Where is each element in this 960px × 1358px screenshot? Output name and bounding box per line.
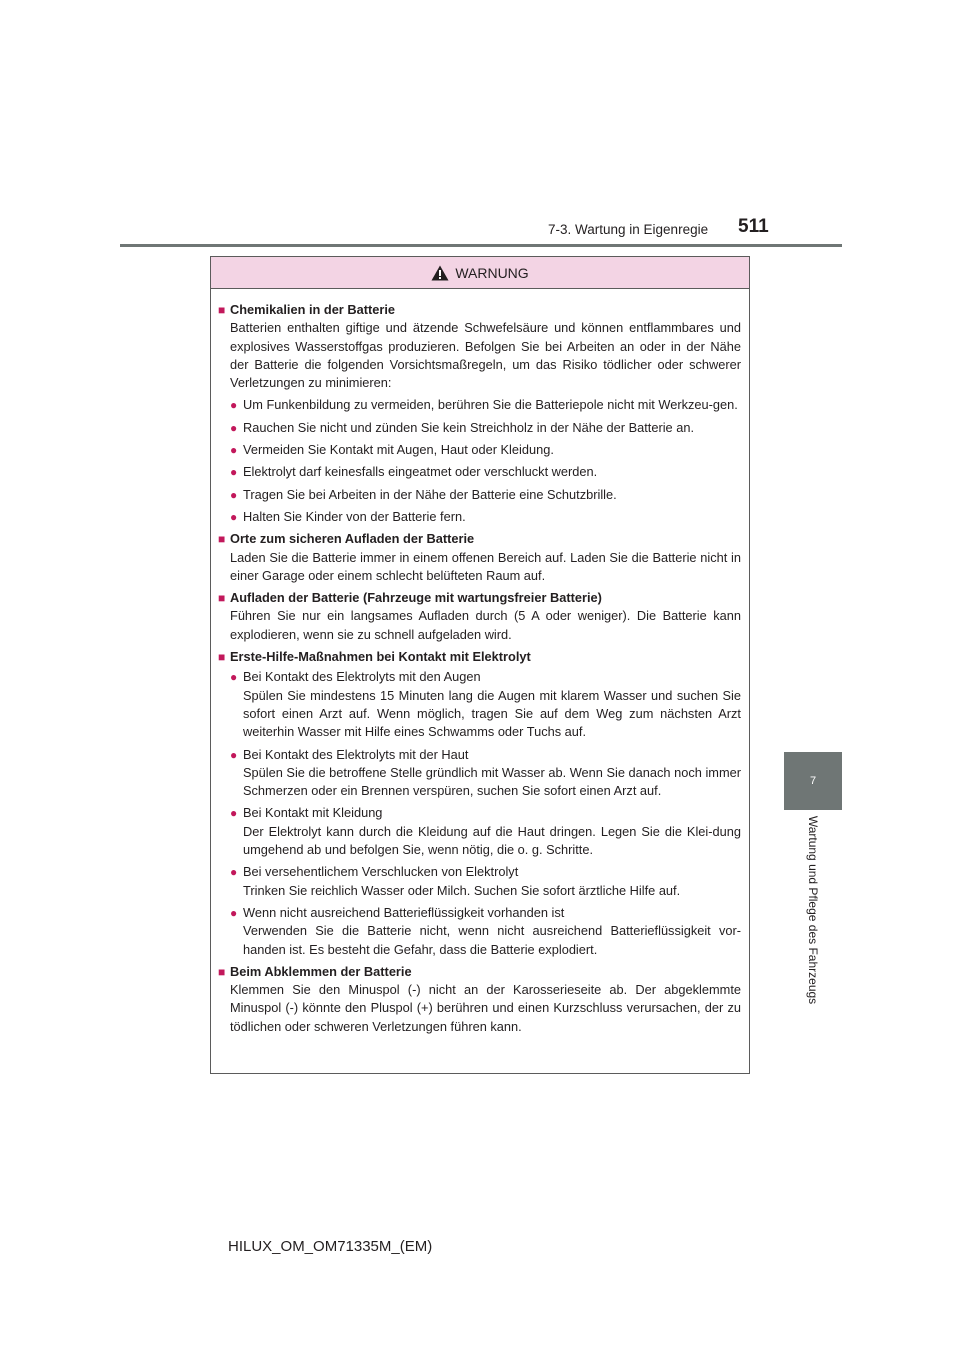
list-item — [218, 904, 741, 959]
list-item — [218, 396, 741, 414]
section-disconnecting — [218, 963, 741, 1036]
section-text: Laden Sie die Batterie immer in einem offenen Bereich auf. Laden Sie die Batterie nicht in einer Garage oder einem schlecht belüfteten Raum auf. — [230, 549, 741, 583]
pink-circle-icon: ● — [230, 443, 238, 458]
footer-code: HILUX_OM_OM71335M_(EM) — [228, 1238, 433, 1255]
section-title: Chemikalien in der Batterie — [230, 302, 395, 317]
item-text: Trinken Sie reichlich Wasser oder Milch. Suchen Sie sofort ärztliche Hilfe auf. — [243, 882, 681, 898]
section-text: Klemmen Sie den Minuspol (-) nicht an der Karosserieseite ab. Der abgeklemmte Minuspol (-) könnte den Pluspol (+) berühren und einen Kurzschluss verursachen, der zu tödlichen oder schweren Verletzungen führen kann. — [230, 982, 741, 1034]
pink-circle-icon: ● — [230, 487, 238, 502]
section-text: Führen Sie nur ein langsames Aufladen durch (5 A oder weniger). Die Batterie kann explodieren, wenn sie zu schnell aufgeladen wird. — [230, 608, 741, 642]
section-text: Batterien enthalten giftige und ätzende Schwefelsäure und können entflammbares und explosives Wasserstoffgas produzieren. Befolgen Sie bei Arbeiten an oder in der Nähe der Batterie die folgenden Vorsichtsmaßregeln, um das Risiko tödlicher oder schwerer Verletzungen zu minimieren: — [230, 320, 741, 391]
bullet-text: Elektrolyt darf keinesfalls eingeatmet oder verschluckt werden. — [243, 464, 598, 480]
list-item — [218, 668, 741, 741]
pink-circle-icon: ● — [230, 420, 238, 435]
section-first-aid — [218, 648, 741, 959]
pink-circle-icon: ● — [230, 398, 238, 413]
pink-circle-icon: ● — [230, 465, 238, 480]
side-chapter-label: Wartung und Pflege des Fahrzeugs — [806, 815, 820, 1005]
section-title: Beim Abklemmen der Batterie — [230, 963, 412, 979]
item-heading: Bei versehentlichem Verschlucken von Elektrolyt — [243, 864, 519, 880]
bullet-text: Rauchen Sie nicht und zünden Sie kein Streichholz in der Nähe der Batterie an. — [243, 419, 695, 435]
pink-circle-icon: ● — [230, 806, 238, 821]
list-item — [218, 508, 741, 526]
warning-triangle-icon — [431, 265, 449, 281]
warning-body — [211, 289, 749, 1036]
side-tab — [784, 752, 842, 810]
section-title: Orte zum sicheren Aufladen der Batterie — [230, 531, 475, 547]
item-heading: Bei Kontakt des Elektrolyts mit der Haut — [243, 746, 469, 762]
item-heading: Wenn nicht ausreichend Batterieflüssigkeit vorhanden ist — [243, 904, 565, 920]
pink-circle-icon: ● — [230, 865, 238, 880]
warning-box — [210, 256, 750, 1074]
item-heading: Bei Kontakt des Elektrolyts mit den Augen — [243, 669, 481, 685]
item-heading: Bei Kontakt mit Kleidung — [243, 805, 383, 821]
bullet-text: Vermeiden Sie Kontakt mit Augen, Haut oder Kleidung. — [243, 442, 554, 458]
page-number: 511 — [738, 216, 769, 237]
warning-title: WARNUNG — [455, 264, 529, 281]
bullet-text: Tragen Sie bei Arbeiten in der Nähe der Batterie eine Schutzbrille. — [243, 486, 617, 502]
list-item — [218, 863, 741, 900]
chapter-number: 7 — [809, 775, 817, 787]
list-item — [218, 441, 741, 459]
item-text: Der Elektrolyt kann durch die Kleidung auf die Haut dringen. Legen Sie die Klei-dung umgehend ab und befolgen Sie, wenn nötig, die o. g. Schritte. — [243, 823, 741, 858]
pink-square-icon: ■ — [218, 650, 226, 665]
warning-header — [211, 257, 749, 289]
section-charging — [218, 589, 741, 644]
pink-square-icon: ■ — [218, 303, 226, 317]
list-item — [218, 804, 741, 859]
header-section: 7-3. Wartung in Eigenregie — [548, 222, 709, 237]
bullet-text: Um Funkenbildung zu vermeiden, berühren Sie die Batteriepole nicht mit Werkzeu-gen. — [243, 397, 738, 413]
item-text: Spülen Sie die betroffene Stelle gründlich mit Wasser ab. Wenn Sie danach noch immer Schmerzen oder ein Brennen verspüren, suchen Sie sofort einen Arzt auf. — [243, 764, 741, 799]
pink-square-icon: ■ — [218, 532, 226, 547]
pink-square-icon: ■ — [218, 964, 226, 979]
pink-circle-icon: ● — [230, 670, 238, 685]
list-item — [218, 746, 741, 801]
section-chemicals — [218, 301, 741, 526]
pink-square-icon: ■ — [218, 591, 226, 606]
list-item — [218, 463, 741, 481]
pink-circle-icon: ● — [230, 905, 238, 920]
pink-circle-icon: ● — [230, 747, 238, 762]
header-rule — [120, 244, 842, 247]
list-item — [218, 419, 741, 437]
section-title: Erste-Hilfe-Maßnahmen bei Kontakt mit Elektrolyt — [230, 649, 531, 665]
bullet-text: Halten Sie Kinder von der Batterie fern. — [243, 508, 466, 524]
pink-circle-icon: ● — [230, 509, 238, 524]
item-text: Verwenden Sie die Batterie nicht, wenn nicht ausreichend Batterieflüssigkeit vor-handen ist. Es besteht die Gefahr, dass die Batterie explodiert. — [243, 923, 741, 957]
list-item — [218, 486, 741, 504]
section-title: Aufladen der Batterie (Fahrzeuge mit wartungsfreier Batterie) — [230, 590, 602, 606]
item-text: Spülen Sie mindestens 15 Minuten lang die Augen mit klarem Wasser und suchen Sie sofort einen Arzt auf. Wenn möglich, tragen Sie auf dem Weg zum nächsten Arzt weiterhin Wasser mit Hilfe eines Schwamms oder Tuchs auf. — [243, 687, 741, 740]
section-safe-charging-place — [218, 530, 741, 585]
